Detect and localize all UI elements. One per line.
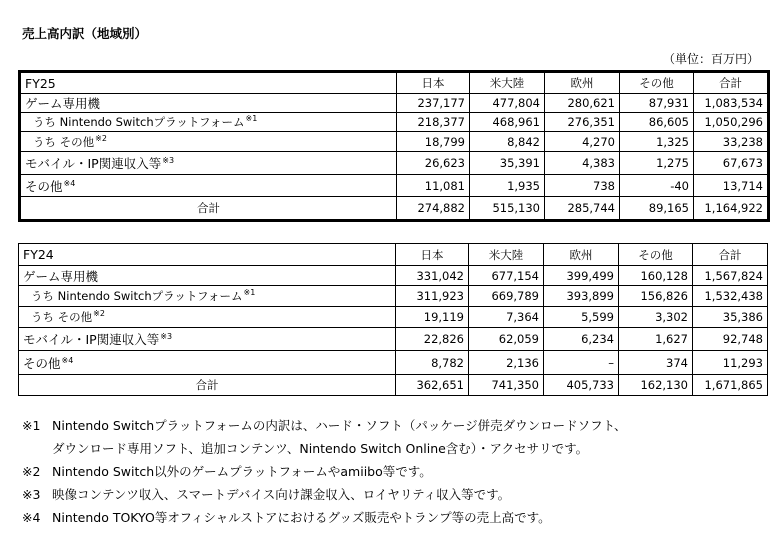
footnote-1 <box>22 416 627 439</box>
value-cell: 62,059 <box>469 328 544 351</box>
value-cell: 35,391 <box>470 152 545 175</box>
row-label-mobile-ip: モバイル・IP関連収入等$^{※3}$ <box>20 152 397 175</box>
value-cell: 5,599 <box>544 307 619 328</box>
total-cell: 405,733 <box>544 375 619 396</box>
row-label-other: その他$^{※4}$ <box>20 175 397 197</box>
value-cell: 11,293 <box>693 351 768 375</box>
column-header-europe: 欧州 <box>544 244 619 266</box>
column-header-other: その他 <box>619 244 693 266</box>
row-label-dedicated-video-game: ゲーム専用機 <box>19 266 396 286</box>
value-cell: – <box>544 351 619 375</box>
column-header-total: 合計 <box>694 72 769 94</box>
value-cell: 8,782 <box>396 351 469 375</box>
total-cell: 1,164,922 <box>694 197 769 221</box>
footnote-text: Nintendo Switchプラットフォームの内訳は、ハード・ソフト（パッケージ併売ダウンロードソフト、 <box>52 418 627 433</box>
column-header-americas: 米大陸 <box>469 244 544 266</box>
value-cell: 86,605 <box>620 113 694 132</box>
value-cell: 311,923 <box>396 286 469 307</box>
row-label-other-platform: うち その他$^{※2}$ <box>19 307 396 328</box>
fiscal-year-label: FY25 <box>20 72 397 94</box>
value-cell: 19,119 <box>396 307 469 328</box>
total-cell: 162,130 <box>619 375 693 396</box>
value-cell: 1,275 <box>620 152 694 175</box>
total-cell: 515,130 <box>470 197 545 221</box>
value-cell: 1,325 <box>620 132 694 152</box>
footnotes <box>22 416 627 531</box>
value-cell: 4,270 <box>545 132 620 152</box>
total-cell: 1,671,865 <box>693 375 768 396</box>
footnote-mark: ※4 <box>63 178 76 188</box>
footnote-mark: ※1 <box>243 288 256 297</box>
value-cell: 35,386 <box>693 307 768 328</box>
value-cell: 331,042 <box>396 266 469 286</box>
value-cell: 1,935 <box>470 175 545 197</box>
value-cell: 6,234 <box>544 328 619 351</box>
footnote-2 <box>22 462 627 485</box>
value-cell: 477,804 <box>470 94 545 113</box>
footnote-text: 映像コンテンツ収入、スマートデバイス向け課金収入、ロイヤリティ収入等です。 <box>52 487 511 502</box>
column-header-europe: 欧州 <box>545 72 620 94</box>
value-cell: 669,789 <box>469 286 544 307</box>
value-cell: 2,136 <box>469 351 544 375</box>
footnote-mark: ※1 <box>245 114 258 123</box>
footnote-mark: ※4 <box>61 355 74 365</box>
column-header-americas: 米大陸 <box>470 72 545 94</box>
value-cell: 26,623 <box>397 152 470 175</box>
value-cell: 468,961 <box>470 113 545 132</box>
total-cell: 89,165 <box>620 197 694 221</box>
footnote-3 <box>22 485 627 508</box>
column-header-japan: 日本 <box>397 72 470 94</box>
footnote-mark: ※2 <box>93 309 105 318</box>
footnote-mark: ※3 <box>162 156 175 165</box>
value-cell: 280,621 <box>545 94 620 113</box>
value-cell: 218,377 <box>397 113 470 132</box>
footnote-mark: ※1 <box>22 418 41 433</box>
value-cell: 11,081 <box>397 175 470 197</box>
column-header-other: その他 <box>620 72 694 94</box>
footnote-mark: ※3 <box>22 487 41 502</box>
value-cell: -40 <box>620 175 694 197</box>
column-header-japan: 日本 <box>396 244 469 266</box>
footnote-mark: ※2 <box>22 464 41 479</box>
value-cell: 399,499 <box>544 266 619 286</box>
total-cell: 274,882 <box>397 197 470 221</box>
value-cell: 1,627 <box>619 328 693 351</box>
total-cell: 741,350 <box>469 375 544 396</box>
value-cell: 1,083,534 <box>694 94 769 113</box>
fiscal-year-label: FY24 <box>19 244 396 266</box>
value-cell: 160,128 <box>619 266 693 286</box>
footnote-text: Nintendo Switch以外のゲームプラットフォームやamiibo等です。 <box>52 464 432 479</box>
footnote-mark: ※3 <box>160 332 173 341</box>
value-cell: 7,364 <box>469 307 544 328</box>
total-cell: 362,651 <box>396 375 469 396</box>
row-label-switch-platform: うち Nintendo Switchプラットフォーム$^{※1}$ <box>20 113 397 132</box>
row-label-total: 合計 <box>19 375 396 396</box>
footnote-mark: ※4 <box>22 510 41 525</box>
value-cell: 393,899 <box>544 286 619 307</box>
value-cell: 1,050,296 <box>694 113 769 132</box>
value-cell: 4,383 <box>545 152 620 175</box>
value-cell: 276,351 <box>545 113 620 132</box>
row-label-other-platform: うち その他$^{※2}$ <box>20 132 397 152</box>
section-title: 売上高内訳（地域別） <box>22 26 148 41</box>
value-cell: 3,302 <box>619 307 693 328</box>
footnote-1-continued <box>22 439 627 462</box>
total-cell: 285,744 <box>545 197 620 221</box>
footnote-text: ダウンロード専用ソフト、追加コンテンツ、Nintendo Switch Online含む）・アクセサリです。 <box>52 441 589 456</box>
fy24-sales-table <box>18 243 768 396</box>
value-cell: 738 <box>545 175 620 197</box>
row-label-other: その他$^{※4}$ <box>19 351 396 375</box>
footnote-text: Nintendo TOKYO等オフィシャルストアにおけるグッズ販売やトランプ等の売上高です。 <box>52 510 551 525</box>
fy25-sales-table <box>18 70 770 222</box>
value-cell: 8,842 <box>470 132 545 152</box>
value-cell: 92,748 <box>693 328 768 351</box>
value-cell: 22,826 <box>396 328 469 351</box>
value-cell: 87,931 <box>620 94 694 113</box>
column-header-total: 合計 <box>693 244 768 266</box>
row-label-total: 合計 <box>20 197 397 221</box>
value-cell: 677,154 <box>469 266 544 286</box>
value-cell: 33,238 <box>694 132 769 152</box>
value-cell: 1,567,824 <box>693 266 768 286</box>
unit-label: （単位：百万円） <box>662 52 759 66</box>
value-cell: 156,826 <box>619 286 693 307</box>
value-cell: 13,714 <box>694 175 769 197</box>
value-cell: 1,532,438 <box>693 286 768 307</box>
row-label-mobile-ip: モバイル・IP関連収入等$^{※3}$ <box>19 328 396 351</box>
row-label-dedicated-video-game: ゲーム専用機 <box>20 94 397 113</box>
value-cell: 67,673 <box>694 152 769 175</box>
value-cell: 18,799 <box>397 132 470 152</box>
row-label-switch-platform: うち Nintendo Switchプラットフォーム$^{※1}$ <box>19 286 396 307</box>
footnote-mark: ※2 <box>95 133 107 143</box>
value-cell: 374 <box>619 351 693 375</box>
value-cell: 237,177 <box>397 94 470 113</box>
footnote-4 <box>22 508 627 531</box>
